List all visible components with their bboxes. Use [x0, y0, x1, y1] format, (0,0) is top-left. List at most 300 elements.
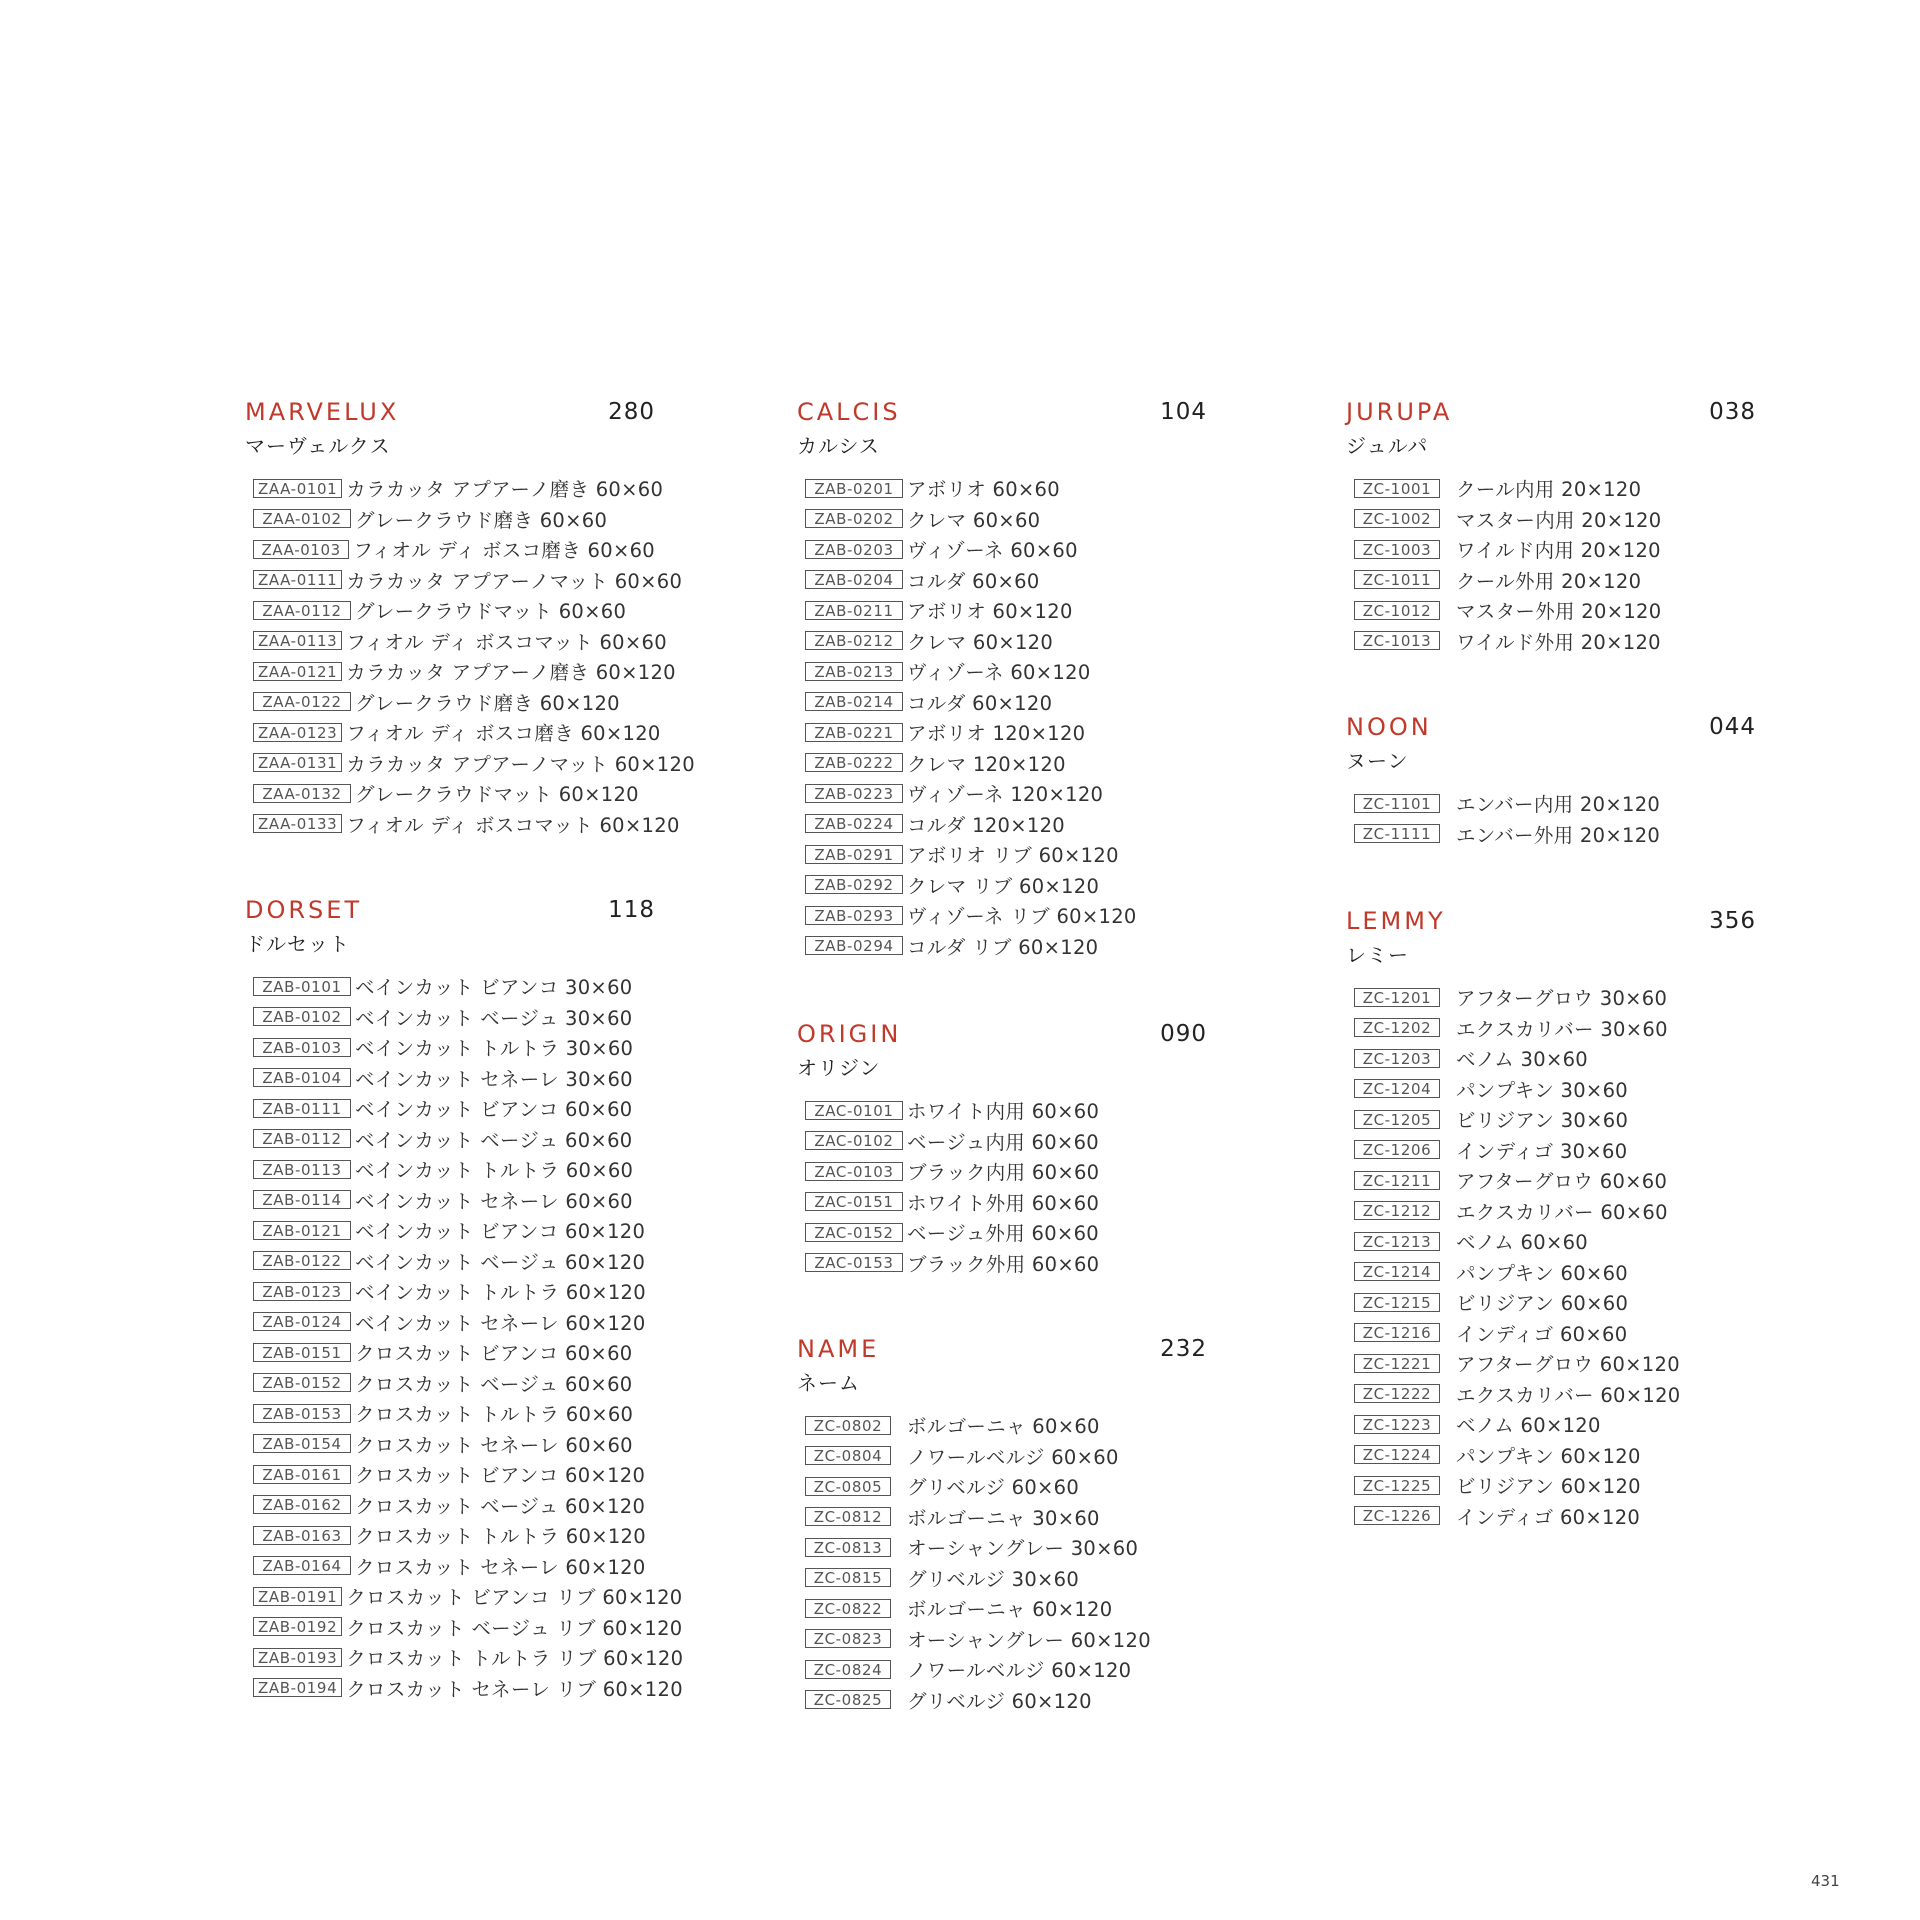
product-description: クロスカット ビアンコ 60×60 [355, 1342, 633, 1366]
series-section [797, 1334, 1207, 1715]
product-code: ZC-1013 [1354, 631, 1440, 650]
product-row [1354, 1501, 1756, 1532]
product-description: インディゴ 60×60 [1456, 1322, 1628, 1346]
product-code: ZAB-0111 [253, 1099, 351, 1118]
product-code: ZC-0822 [805, 1599, 891, 1618]
series-header [1346, 906, 1756, 946]
product-description: フィオル ディ ボスコ磨き 60×120 [346, 722, 661, 746]
product-code: ZAA-0102 [253, 509, 351, 528]
series-header [245, 895, 655, 935]
product-code: ZC-1224 [1354, 1445, 1440, 1464]
product-row [253, 1490, 655, 1521]
product-code: ZAB-0164 [253, 1556, 351, 1575]
product-row [253, 1093, 655, 1124]
product-code: ZC-1211 [1354, 1171, 1440, 1190]
product-code: ZC-0824 [805, 1660, 891, 1679]
product-description: アボリオ 60×120 [907, 600, 1073, 624]
product-description: ベインカット セネーレ 30×60 [355, 1067, 633, 1091]
product-code: ZAB-0294 [805, 936, 903, 955]
product-code: ZAC-0101 [805, 1101, 903, 1120]
product-description: クレマ 120×120 [907, 752, 1066, 776]
product-code: ZC-0812 [805, 1507, 891, 1526]
product-description: グレークラウド磨き 60×60 [355, 508, 608, 532]
product-code: ZAC-0152 [805, 1223, 903, 1242]
product-row [805, 1441, 1207, 1472]
product-description: ブラック内用 60×60 [907, 1161, 1100, 1185]
product-row [253, 1551, 655, 1582]
product-row [1354, 982, 1756, 1013]
product-row [1354, 1470, 1756, 1501]
product-description: クレマ リブ 60×120 [907, 874, 1100, 898]
series-name: CALCIS [797, 398, 901, 426]
series-name: NAME [797, 1335, 880, 1363]
product-row [1354, 1440, 1756, 1471]
product-row [253, 504, 655, 535]
product-row [805, 748, 1207, 779]
product-row [1354, 1196, 1756, 1227]
product-description: フィオル ディ ボスコマット 60×120 [346, 813, 680, 837]
product-description: クレマ 60×120 [907, 630, 1054, 654]
product-row [805, 1502, 1207, 1533]
series-kana: カルシス [797, 434, 880, 458]
series-page-ref: 356 [1709, 908, 1756, 934]
product-row [253, 1276, 655, 1307]
product-code: ZC-1212 [1354, 1201, 1440, 1220]
product-code: ZAA-0123 [253, 723, 342, 742]
series-header [797, 397, 1207, 437]
product-description: ボルゴーニャ 30×60 [907, 1506, 1100, 1530]
product-row [805, 809, 1207, 840]
product-description: ベインカット ベージュ 60×120 [355, 1250, 646, 1274]
product-description: ベノム 60×120 [1456, 1414, 1601, 1438]
product-row [805, 1095, 1207, 1126]
product-description: クロスカット ベージュ リブ 60×120 [346, 1616, 683, 1640]
product-code: ZAC-0103 [805, 1162, 903, 1181]
product-row [253, 1063, 655, 1094]
product-description: ビリジアン 30×60 [1456, 1109, 1629, 1133]
product-description: ベージュ内用 60×60 [907, 1130, 1099, 1154]
product-description: ベインカット セネーレ 60×60 [355, 1189, 633, 1213]
series-name: MARVELUX [245, 398, 400, 426]
product-code: ZAA-0131 [253, 753, 342, 772]
product-description: クロスカット トルトラ 60×60 [355, 1403, 634, 1427]
series-kana: ドルセット [245, 932, 350, 956]
product-description: クロスカット ベージュ 60×60 [355, 1372, 633, 1396]
product-row [253, 1673, 683, 1704]
product-description: アフターグロウ 30×60 [1456, 987, 1668, 1011]
product-description: コルダ リブ 60×120 [907, 935, 1099, 959]
product-code: ZAB-0123 [253, 1282, 351, 1301]
product-row [805, 1187, 1207, 1218]
product-row [253, 534, 655, 565]
series-name: JURUPA [1346, 398, 1453, 426]
product-code: ZC-1221 [1354, 1354, 1440, 1373]
product-description: パンプキン 30×60 [1456, 1078, 1628, 1102]
product-code: ZAB-0104 [253, 1068, 351, 1087]
product-code: ZC-0813 [805, 1538, 891, 1557]
product-code: ZAB-0101 [253, 977, 351, 996]
product-row [253, 565, 683, 596]
product-code: ZAB-0114 [253, 1190, 351, 1209]
product-row [1354, 1135, 1756, 1166]
product-row [805, 1410, 1207, 1441]
product-row [1354, 1257, 1756, 1288]
product-description: コルダ 120×120 [907, 813, 1065, 837]
product-row [805, 1624, 1207, 1655]
product-code: ZC-1002 [1354, 509, 1440, 528]
product-description: グレークラウド磨き 60×120 [355, 691, 620, 715]
product-code: ZC-1222 [1354, 1384, 1440, 1403]
product-list [1354, 982, 1756, 1531]
product-description: ビリジアン 60×120 [1456, 1475, 1641, 1499]
product-list [805, 1095, 1207, 1278]
product-description: ベインカット ビアンコ 30×60 [355, 976, 633, 1000]
product-code: ZAA-0111 [253, 570, 342, 589]
product-description: ヴィゾーネ 60×60 [907, 539, 1078, 563]
product-description: インディゴ 60×120 [1456, 1505, 1641, 1529]
product-description: オーシャングレー 60×120 [907, 1628, 1151, 1652]
product-code: ZAB-0212 [805, 631, 903, 650]
product-row [1354, 788, 1756, 819]
product-code: ZAC-0153 [805, 1253, 903, 1272]
series-kana: ジュルパ [1346, 434, 1429, 458]
product-list [253, 971, 684, 1703]
series-section [245, 397, 695, 839]
product-row [1354, 626, 1756, 657]
series-page-ref: 280 [608, 399, 655, 425]
product-description: クール外用 20×120 [1456, 569, 1642, 593]
product-description: クロスカット セネーレ 60×120 [355, 1555, 646, 1579]
product-row [253, 1642, 684, 1673]
product-code: ZC-1201 [1354, 988, 1440, 1007]
product-row [1354, 1318, 1756, 1349]
product-description: グリベルジ 30×60 [907, 1567, 1080, 1591]
product-code: ZC-1204 [1354, 1079, 1440, 1098]
product-row [1354, 1165, 1756, 1196]
product-row [805, 1126, 1207, 1157]
product-code: ZC-1001 [1354, 479, 1440, 498]
product-description: エンバー外用 20×120 [1456, 823, 1661, 847]
product-code: ZAB-0191 [253, 1587, 342, 1606]
product-code: ZAB-0222 [805, 753, 903, 772]
series-section [245, 895, 684, 1703]
product-description: ベインカット ベージュ 30×60 [355, 1006, 633, 1030]
product-description: アフターグロウ 60×60 [1456, 1170, 1668, 1194]
product-list [1354, 473, 1756, 656]
product-code: ZC-1213 [1354, 1232, 1440, 1251]
product-description: クロスカット ビアンコ リブ 60×120 [346, 1586, 683, 1610]
product-description: ベインカット トルトラ 60×60 [355, 1159, 634, 1183]
series-header [245, 397, 655, 437]
product-list [805, 473, 1207, 961]
product-code: ZC-1215 [1354, 1293, 1440, 1312]
product-row [1354, 595, 1756, 626]
product-row [1354, 1074, 1756, 1105]
series-name: NOON [1346, 713, 1432, 741]
product-row [805, 473, 1207, 504]
product-description: ベインカット ベージュ 60×60 [355, 1128, 633, 1152]
product-description: ブラック外用 60×60 [907, 1252, 1100, 1276]
product-description: アボリオ リブ 60×120 [907, 844, 1119, 868]
product-code: ZAB-0201 [805, 479, 903, 498]
product-description: ベインカット ビアンコ 60×120 [355, 1220, 646, 1244]
series-page-ref: 104 [1160, 399, 1207, 425]
product-code: ZC-1012 [1354, 601, 1440, 620]
product-code: ZC-1101 [1354, 794, 1440, 813]
product-code: ZAB-0103 [253, 1038, 351, 1057]
product-code: ZC-1203 [1354, 1049, 1440, 1068]
product-description: ボルゴーニャ 60×120 [907, 1598, 1113, 1622]
series-name: DORSET [245, 896, 363, 924]
series-kana: レミー [1346, 943, 1409, 967]
product-row [805, 595, 1207, 626]
product-row [805, 626, 1207, 657]
product-description: アボリオ 60×60 [907, 478, 1060, 502]
product-description: ホワイト外用 60×60 [907, 1191, 1100, 1215]
product-row [253, 778, 655, 809]
product-description: ヴィゾーネ リブ 60×120 [907, 905, 1137, 929]
product-row [1354, 504, 1756, 535]
product-description: マスター内用 20×120 [1456, 508, 1662, 532]
product-code: ZC-1011 [1354, 570, 1440, 589]
product-code: ZAB-0161 [253, 1465, 351, 1484]
product-description: エクスカリバー 30×60 [1456, 1017, 1668, 1041]
product-code: ZC-0804 [805, 1446, 891, 1465]
product-code: ZAA-0112 [253, 601, 351, 620]
product-code: ZAB-0151 [253, 1343, 351, 1362]
product-description: グレークラウドマット 60×120 [355, 783, 639, 807]
product-row [1354, 1104, 1756, 1135]
product-row [253, 809, 680, 840]
product-code: ZC-1223 [1354, 1415, 1440, 1434]
product-row [253, 687, 655, 718]
product-description: コルダ 60×60 [907, 569, 1040, 593]
series-name: ORIGIN [797, 1020, 902, 1048]
product-description: エクスカリバー 60×60 [1456, 1200, 1668, 1224]
product-description: ボルゴーニャ 60×60 [907, 1415, 1100, 1439]
product-code: ZAB-0112 [253, 1129, 351, 1148]
series-header [1346, 712, 1756, 752]
product-description: ベインカット トルトラ 60×120 [355, 1281, 646, 1305]
series-kana: オリジン [797, 1056, 881, 1080]
product-description: ベージュ外用 60×60 [907, 1222, 1099, 1246]
product-description: フィオル ディ ボスコ磨き 60×60 [353, 539, 655, 563]
series-page-ref: 232 [1160, 1336, 1207, 1362]
product-description: ホワイト内用 60×60 [907, 1100, 1100, 1124]
product-description: クール内用 20×120 [1456, 478, 1642, 502]
product-description: ヴィゾーネ 120×120 [907, 783, 1104, 807]
product-code: ZC-0823 [805, 1629, 891, 1648]
product-row [253, 1215, 655, 1246]
product-row [805, 1685, 1207, 1716]
series-page-ref: 038 [1709, 399, 1756, 425]
series-section [1346, 397, 1756, 656]
product-description: グリベルジ 60×120 [907, 1689, 1092, 1713]
product-code: ZAB-0223 [805, 784, 903, 803]
product-description: アボリオ 120×120 [907, 722, 1086, 746]
product-code: ZAA-0121 [253, 662, 342, 681]
series-page-ref: 090 [1160, 1021, 1207, 1047]
product-row [253, 1124, 655, 1155]
product-row [253, 1581, 683, 1612]
product-code: ZAB-0121 [253, 1221, 351, 1240]
product-description: ノワールベルジ 60×120 [907, 1659, 1132, 1683]
product-row [805, 534, 1207, 565]
product-code: ZAB-0203 [805, 540, 903, 559]
product-description: クロスカット トルトラ 60×120 [355, 1525, 646, 1549]
product-code: ZAB-0204 [805, 570, 903, 589]
product-row [1354, 534, 1756, 565]
product-row [805, 900, 1207, 931]
product-code: ZAA-0133 [253, 814, 342, 833]
product-description: クロスカット ビアンコ 60×120 [355, 1464, 646, 1488]
product-description: クロスカット トルトラ リブ 60×120 [346, 1647, 684, 1671]
product-description: グリベルジ 60×60 [907, 1476, 1080, 1500]
product-row [1354, 473, 1756, 504]
product-row [805, 687, 1207, 718]
series-page-ref: 118 [608, 897, 655, 923]
product-row [1354, 1379, 1756, 1410]
product-row [253, 1002, 655, 1033]
product-code: ZAB-0163 [253, 1526, 351, 1545]
product-code: ZAB-0152 [253, 1373, 351, 1392]
product-row [805, 504, 1207, 535]
product-code: ZC-1202 [1354, 1018, 1440, 1037]
product-row [253, 595, 655, 626]
product-row [1354, 1409, 1756, 1440]
product-code: ZAB-0292 [805, 875, 903, 894]
product-row [805, 778, 1207, 809]
product-code: ZAB-0213 [805, 662, 903, 681]
product-row [805, 1248, 1207, 1279]
product-row [805, 656, 1207, 687]
product-row [253, 1368, 655, 1399]
product-code: ZAB-0162 [253, 1495, 351, 1514]
series-section [797, 1019, 1207, 1278]
product-code: ZAB-0224 [805, 814, 903, 833]
product-code: ZAB-0124 [253, 1312, 351, 1331]
product-description: クロスカット ベージュ 60×120 [355, 1494, 646, 1518]
page-number: 431 [1811, 1872, 1840, 1890]
product-row [805, 1563, 1207, 1594]
product-code: ZC-0802 [805, 1416, 891, 1435]
product-description: カラカッタ アプアーノ磨き 60×120 [346, 661, 676, 685]
product-row [253, 1185, 655, 1216]
product-code: ZAA-0103 [253, 540, 349, 559]
product-description: ワイルド外用 20×120 [1456, 630, 1661, 654]
product-code: ZC-1206 [1354, 1140, 1440, 1159]
product-description: フィオル ディ ボスコマット 60×60 [346, 630, 667, 654]
product-description: インディゴ 30×60 [1456, 1139, 1628, 1163]
product-row [1354, 1013, 1756, 1044]
product-row [805, 1217, 1207, 1248]
series-kana: ヌーン [1346, 749, 1409, 773]
product-row [253, 1459, 655, 1490]
product-code: ZAC-0102 [805, 1131, 903, 1150]
product-description: ヴィゾーネ 60×120 [907, 661, 1091, 685]
product-code: ZAA-0132 [253, 784, 351, 803]
product-description: ベインカット セネーレ 60×120 [355, 1311, 646, 1335]
product-description: クロスカット セネーレ 60×60 [355, 1433, 633, 1457]
product-code: ZAC-0151 [805, 1192, 903, 1211]
product-code: ZC-1216 [1354, 1323, 1440, 1342]
product-row [1354, 1348, 1756, 1379]
product-code: ZAB-0122 [253, 1251, 351, 1270]
product-row [1354, 1226, 1756, 1257]
product-code: ZAB-0102 [253, 1007, 351, 1026]
series-section [1346, 906, 1756, 1531]
product-code: ZAA-0122 [253, 692, 351, 711]
product-description: カラカッタ アプアーノマット 60×120 [346, 752, 695, 776]
product-row [805, 931, 1207, 962]
product-row [253, 1337, 655, 1368]
product-description: カラカッタ アプアーノマット 60×60 [346, 569, 683, 593]
product-code: ZAB-0154 [253, 1434, 351, 1453]
series-header [1346, 397, 1756, 437]
product-row [253, 1246, 655, 1277]
product-code: ZAB-0113 [253, 1160, 351, 1179]
product-list [805, 1410, 1207, 1715]
product-row [1354, 1043, 1756, 1074]
product-code: ZC-1225 [1354, 1476, 1440, 1495]
product-row [1354, 1287, 1756, 1318]
series-page-ref: 044 [1709, 714, 1756, 740]
product-row [805, 1156, 1207, 1187]
product-code: ZC-1214 [1354, 1262, 1440, 1281]
product-row [253, 656, 676, 687]
product-description: マスター外用 20×120 [1456, 600, 1662, 624]
product-description: ワイルド内用 20×120 [1456, 539, 1661, 563]
product-description: エンバー内用 20×120 [1456, 793, 1661, 817]
product-code: ZAB-0211 [805, 601, 903, 620]
series-section [1346, 712, 1756, 849]
product-code: ZC-1111 [1354, 824, 1440, 843]
product-row [805, 565, 1207, 596]
product-code: ZAA-0113 [253, 631, 342, 650]
product-description: グレークラウドマット 60×60 [355, 600, 627, 624]
product-description: パンプキン 60×120 [1456, 1444, 1641, 1468]
product-description: クロスカット セネーレ リブ 60×120 [346, 1677, 683, 1701]
series-header [797, 1334, 1207, 1374]
product-row [805, 1654, 1207, 1685]
product-code: ZAB-0202 [805, 509, 903, 528]
product-row [805, 1532, 1207, 1563]
product-description: オーシャングレー 30×60 [907, 1537, 1139, 1561]
series-section [797, 397, 1207, 961]
product-description: ベインカット トルトラ 30×60 [355, 1037, 634, 1061]
series-name: LEMMY [1346, 907, 1446, 935]
product-description: ベノム 60×60 [1456, 1231, 1588, 1255]
product-code: ZC-1003 [1354, 540, 1440, 559]
product-description: クレマ 60×60 [907, 508, 1041, 532]
product-code: ZAB-0293 [805, 906, 903, 925]
product-code: ZAB-0214 [805, 692, 903, 711]
product-row [253, 626, 667, 657]
product-code: ZC-1226 [1354, 1506, 1440, 1525]
series-kana: ネーム [797, 1371, 860, 1395]
product-row [253, 717, 661, 748]
product-row [253, 1032, 655, 1063]
product-code: ZAB-0193 [253, 1648, 342, 1667]
product-code: ZC-1205 [1354, 1110, 1440, 1129]
product-description: アフターグロウ 60×120 [1456, 1353, 1680, 1377]
product-description: エクスカリバー 60×120 [1456, 1383, 1681, 1407]
product-list [253, 473, 695, 839]
product-row [253, 1429, 655, 1460]
product-row [1354, 819, 1756, 850]
series-kana: マーヴェルクス [245, 434, 391, 458]
product-code: ZAB-0192 [253, 1617, 342, 1636]
